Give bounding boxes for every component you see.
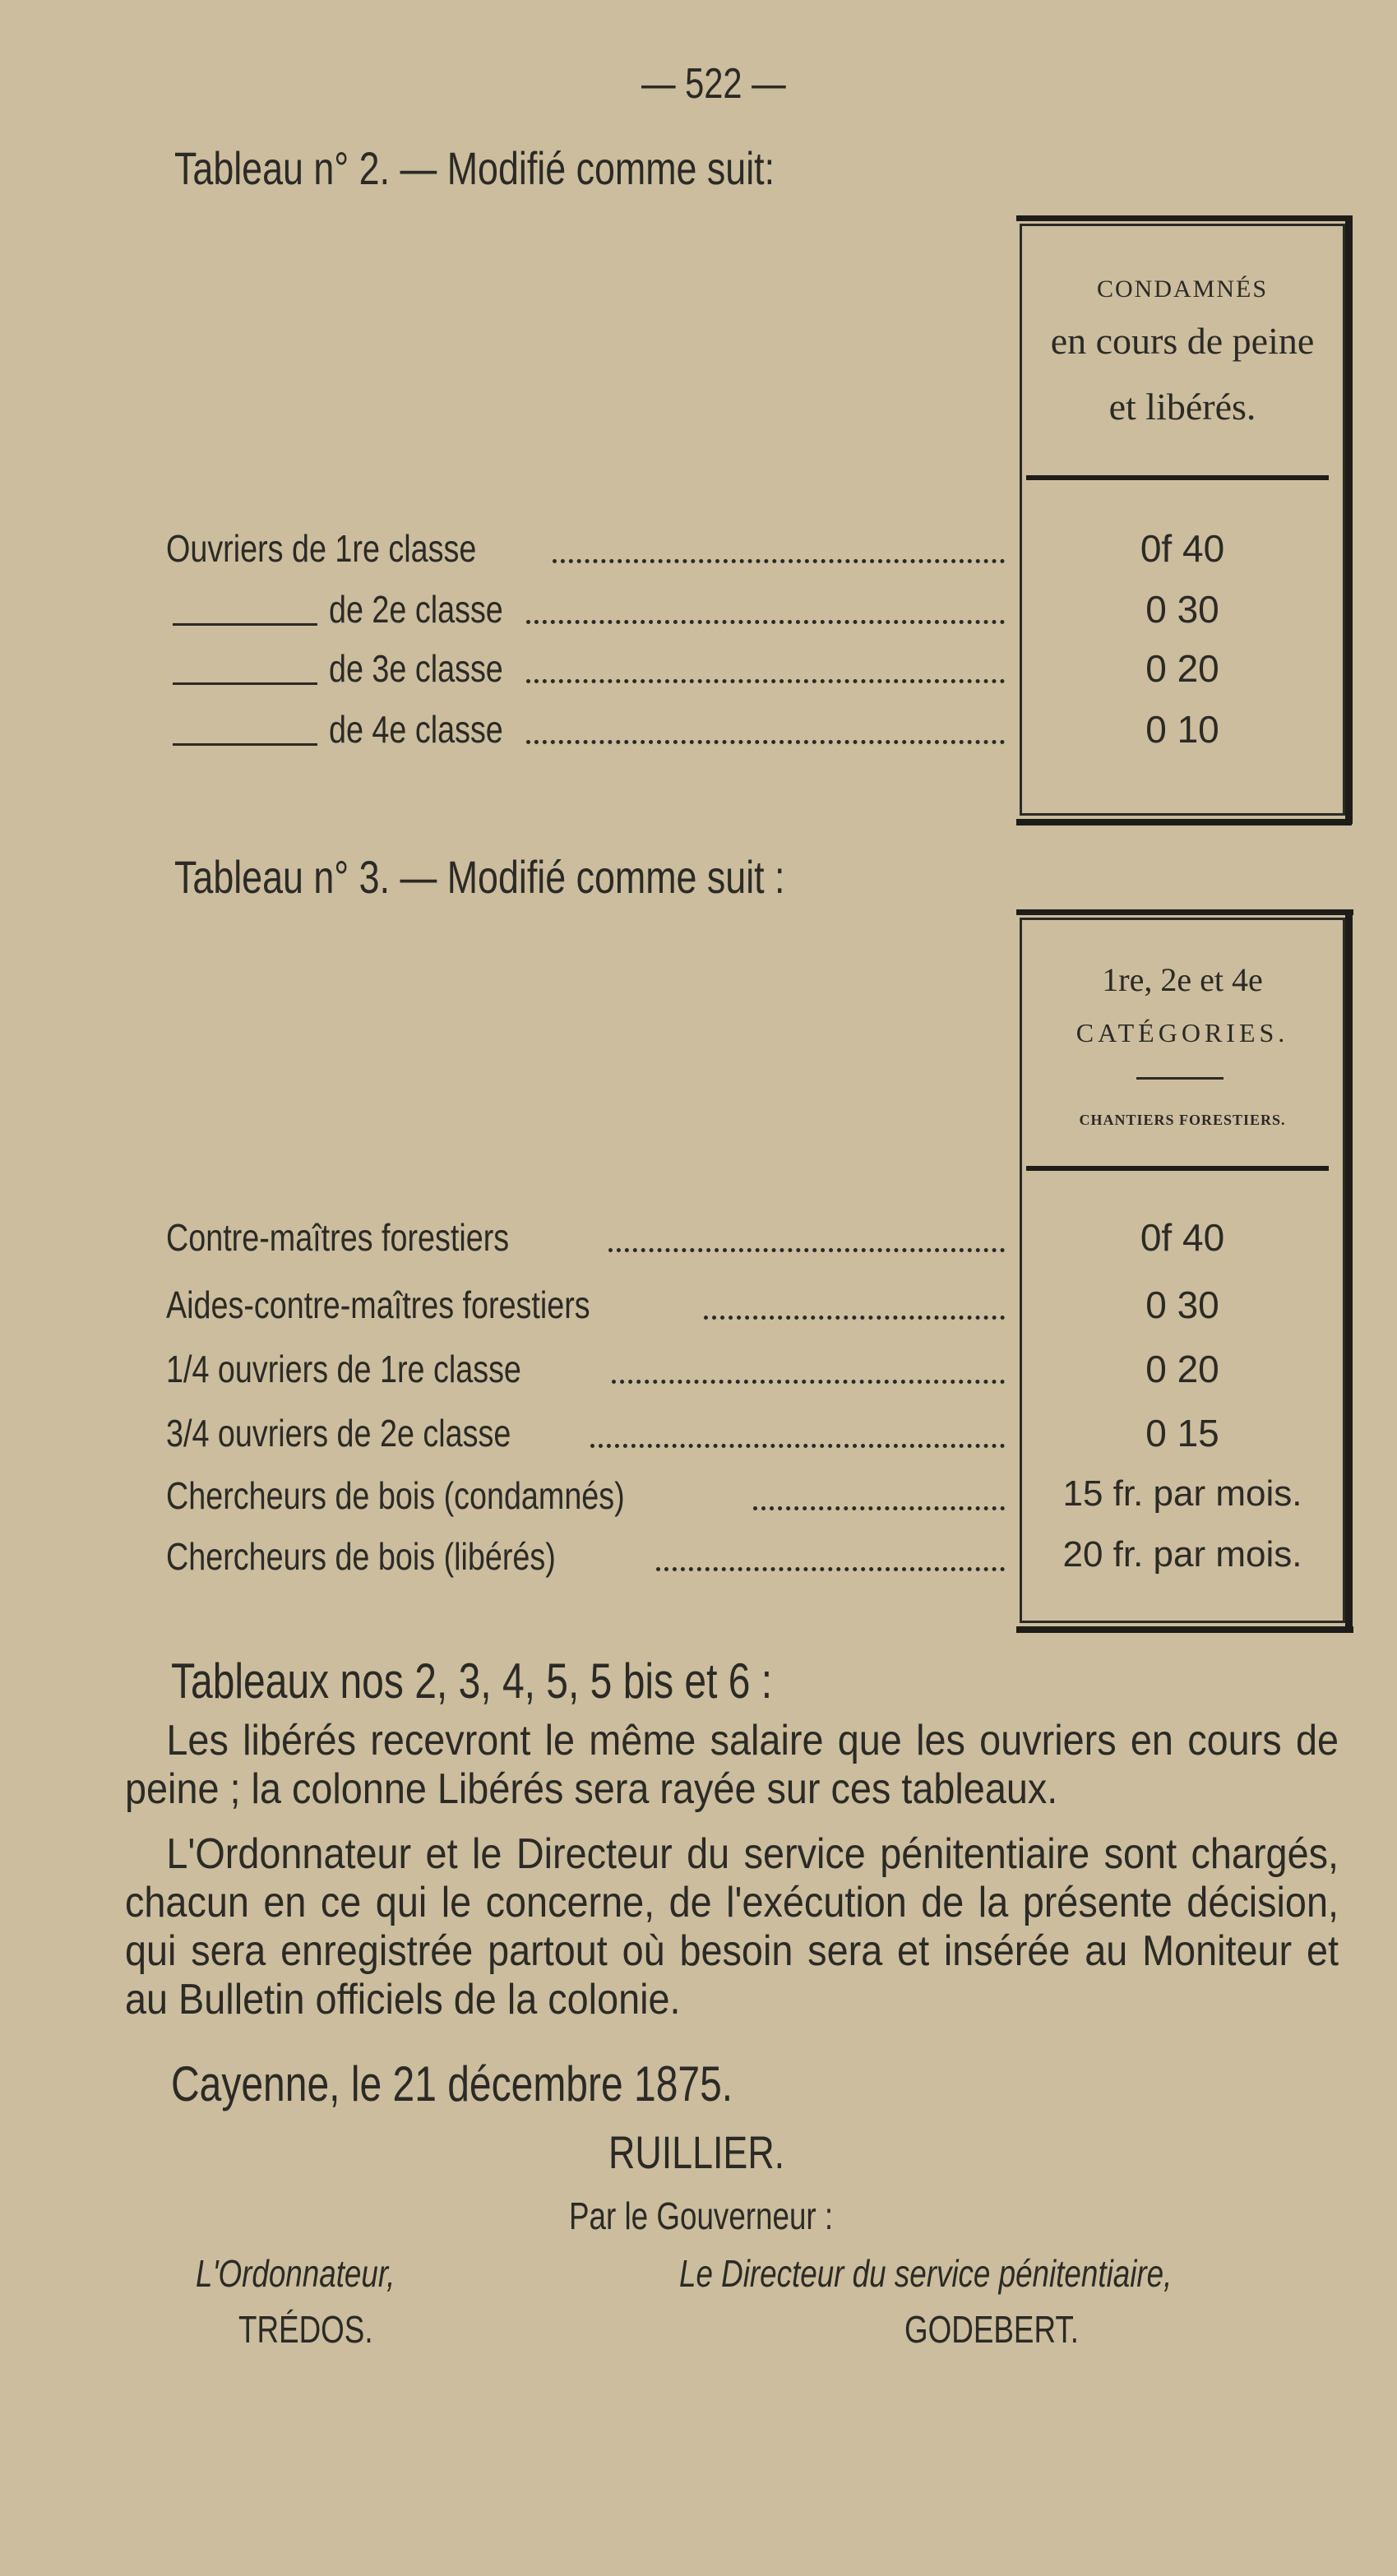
tableau3-row-label: 1/4 ouvriers de 1re classe [166,1348,521,1390]
leader-dots [608,1248,1005,1252]
directeur-name: GODEBERT. [904,2308,1079,2351]
leader-dots [526,620,1005,624]
tableau3-header-short-rule [1136,1077,1224,1080]
tableau2-row-value: 0 20 [1145,647,1219,690]
leader-dots [656,1567,1005,1571]
tableau3-row-label: 3/4 ouvriers de 2e classe [166,1412,511,1454]
tableau3-row-label: Chercheurs de bois (libérés) [166,1535,556,1578]
tableau3-row-label: Aides-contre-maîtres forestiers [166,1283,590,1326]
tableau3-row-value: 0 30 [1145,1283,1219,1326]
paragraph-liberes: Les libérés recevront le même salaire que les ouvriers en cours de peine ; la colonne Libérés sera rayée sur ces tableaux. [125,1717,1339,1813]
tableau3-row-value: 0 20 [1145,1348,1219,1390]
tableau3-bottom-rule [1016,1626,1353,1633]
leader-dots [612,1380,1005,1384]
tableau3-row-value: 20 fr. par mois. [1062,1534,1302,1575]
tableau2-header-line2: en cours de peine [1050,320,1315,362]
par-le-gouverneur: Par le Gouverneur : [569,2194,834,2237]
leader-dots [590,1444,1005,1448]
tableau2-right-rule [1345,215,1353,824]
tableau3-row-value: 15 fr. par mois. [1062,1473,1302,1514]
leader-dots [704,1316,1005,1320]
ditto-dash [173,623,317,626]
tableau2-row-value: 0 10 [1145,708,1219,751]
tableau3-header-line3: CHANTIERS FORESTIERS. [1079,1112,1286,1128]
tableau2-header-rule [1026,475,1329,480]
ordonnateur-title: L'Ordonnateur, [196,2252,396,2295]
leader-dots [753,1506,1005,1510]
date-line: Cayenne, le 21 décembre 1875. [171,2056,733,2111]
tableau2-row-label: de 3e classe [329,647,503,690]
ditto-dash [173,743,317,746]
tableau2-row-value: 0f 40 [1140,527,1225,570]
tableau2-top-rule [1016,215,1352,221]
tableau2-title: Tableau n° 2. — Modifié comme suit: [174,142,775,194]
ditto-dash [173,682,317,685]
tableau3-title: Tableau n° 3. — Modifié comme suit : [174,851,785,903]
leader-dots [526,740,1005,744]
tableau2-row-value: 0 30 [1145,588,1219,631]
tableau2-row-label: de 2e classe [329,588,503,631]
leader-dots [526,679,1005,683]
tableau3-header-line2: CATÉGORIES. [1076,1018,1289,1048]
directeur-title: Le Directeur du service pénitentiaire, [679,2252,1173,2295]
paragraph-execution: L'Ordonnateur et le Directeur du service pénitentiaire sont chargés, chacun en ce qui le concerne, de l'exécution de la présente décision, qui sera enregistrée partout où besoin sera et insérée au Moniteur et au Bulletin officiels de la colonie. [125,1830,1339,2023]
tableau3-row-label: Contre-maîtres forestiers [166,1216,510,1259]
tableau2-bottom-rule [1016,819,1352,826]
signatory-name: RUILLIER. [608,2126,785,2178]
leader-dots [553,559,1005,563]
tableau3-row-value: 0 15 [1145,1412,1219,1454]
tableau2-row-label: de 4e classe [329,708,503,751]
ordonnateur-name: TRÉDOS. [238,2308,373,2351]
tableau3-row-label: Chercheurs de bois (condamnés) [166,1474,625,1517]
page-number: — 522 — [641,60,786,108]
tableau2-header-line3: et libérés. [1108,386,1256,428]
tableau3-header-line1: 1re, 2e et 4e [1102,961,1263,998]
tableau3-right-rule [1345,909,1353,1633]
tableau3-header-rule [1026,1166,1329,1171]
tableau2-row-label: Ouvriers de 1re classe [166,527,477,570]
tableau2-header-line1: CONDAMNÉS [1096,275,1269,303]
tableau3-top-rule [1016,909,1353,915]
tableaux-heading: Tableaux nos 2, 3, 4, 5, 5 bis et 6 : [171,1653,773,1709]
tableau3-row-value: 0f 40 [1140,1216,1225,1259]
